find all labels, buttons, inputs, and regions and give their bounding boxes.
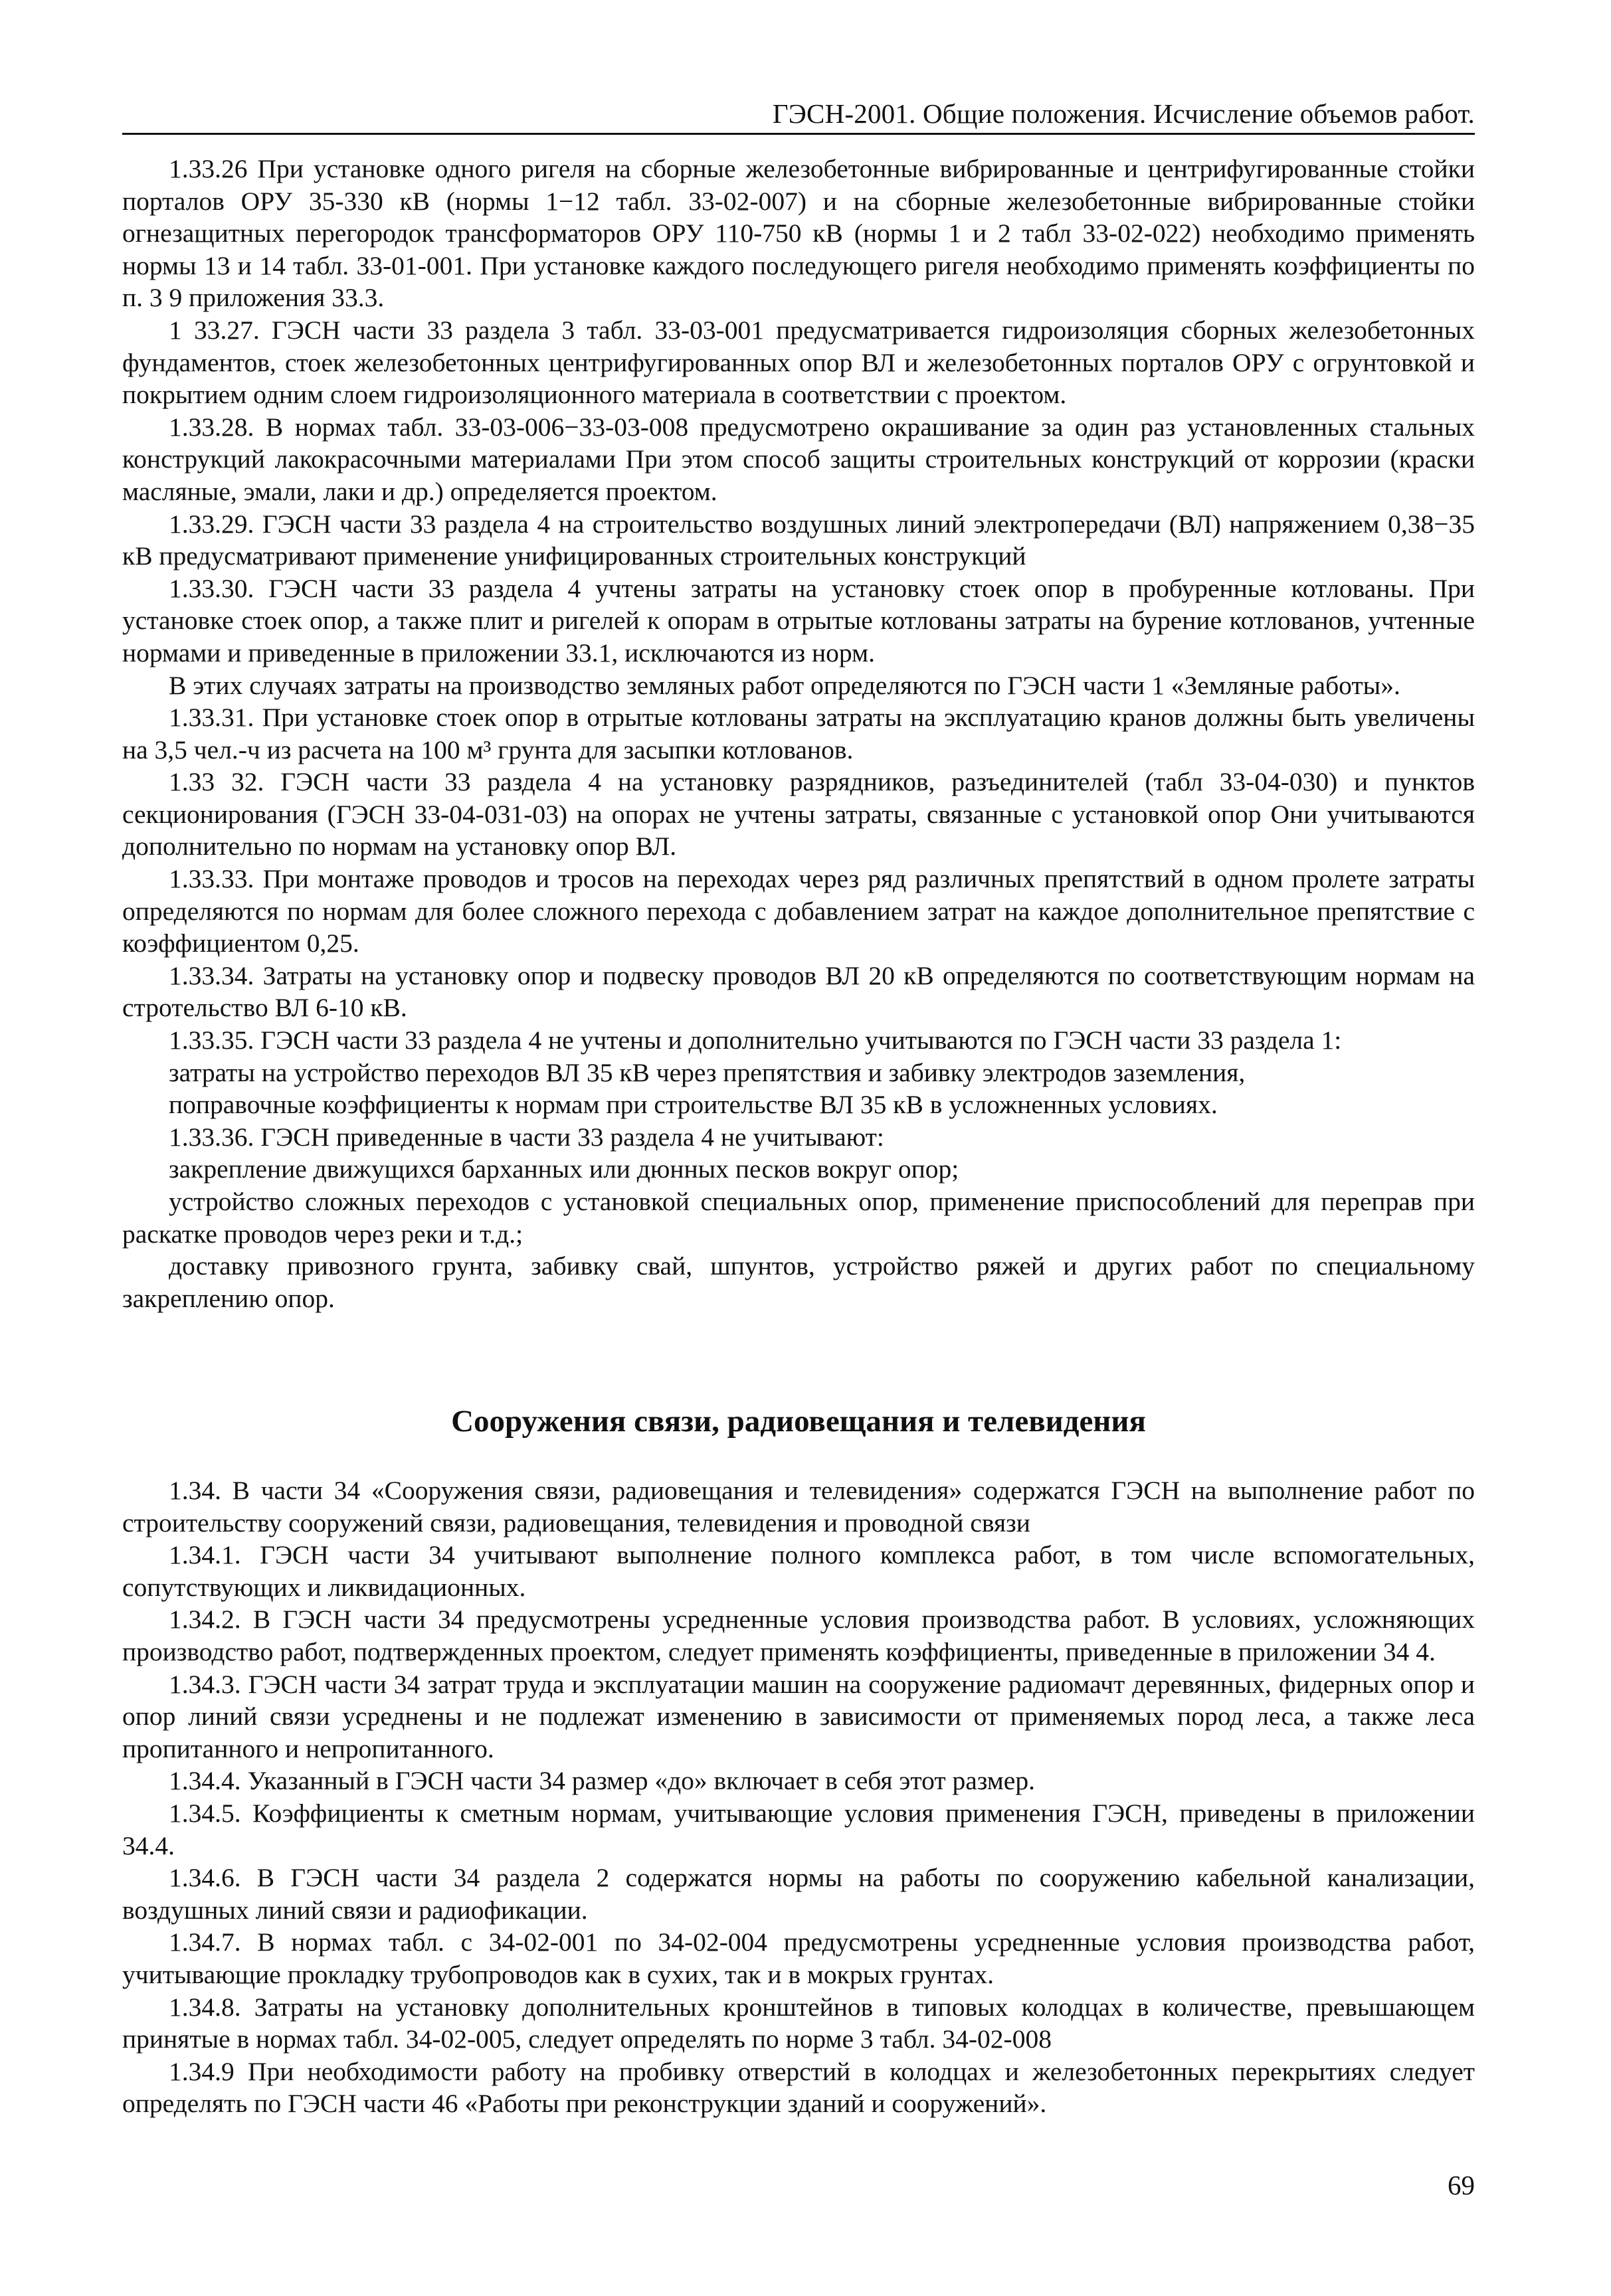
paragraph-1-34-2: 1.34.2. В ГЭСН части 34 предусмотрены усредненные условия производства работ. В условиях, усложняющих производство работ, подтвержденных проектом, следует применять коэффициенты, приведенные в приложении 34 4. <box>122 1605 1475 1666</box>
paragraph-1-33-26: 1.33.26 При установке одного ригеля на сборные железобетонные вибрированные и центрифугированные стойки порталов ОРУ 35-330 кВ (нормы 1−12 табл. 33-02-007) и на сборные железобетонные вибрированные стойки огнезащитных перегородок трансформаторов ОРУ 110-750 кВ (нормы 1 и 2 табл 33-02-022) необходимо применять нормы 13 и 14 табл. 33-01-001. При установке каждого последующего ригеля необходимо применять коэффициенты по п. 3 9 приложения 33.3. <box>122 154 1475 313</box>
paragraph-1-33-35: 1.33.35. ГЭСН части 33 раздела 4 не учтены и дополнительно учитываются по ГЭСН части 33 раздела 1: <box>169 1025 1342 1055</box>
list-item-sand-fixing: закрепление движущихся барханных или дюнных песков вокруг опор; <box>169 1154 959 1184</box>
paragraph-1-33-30: 1.33.30. ГЭСН части 33 раздела 4 учтены затраты на установку стоек опор в пробуренные котлованы. При установке стоек опор, а также плит и ригелей к опорам в отрытые котлованы затраты на бурение котлованов, учтенные нормами и приведенные в приложении 33.1, исключаются из норм. <box>122 573 1475 667</box>
paragraph-1-34-9: 1.34.9 При необходимости работу на пробивку отверстий в колодцах и железобетонных перекрытиях следует определять по ГЭСН части 46 «Работы при реконструкции зданий и сооружений». <box>122 2056 1475 2119</box>
paragraph-1-33-29: 1.33.29. ГЭСН части 33 раздела 4 на строительство воздушных линий электропередачи (ВЛ) напряжением 0,38−35 кВ предусматривают применение унифицированных строительных конструкций <box>122 509 1475 571</box>
list-item-soil-delivery: доставку привозного грунта, забивку свай, шпунтов, устройство ряжей и других работ по специальному закреплению опор. <box>122 1251 1475 1313</box>
paragraph-1-34-1: 1.34.1. ГЭСН части 34 учитывают выполнение полного комплекса работ, в том числе вспомогательных, сопутствующих и ликвидационных. <box>122 1540 1475 1602</box>
list-item-crossings-grounding: затраты на устройство переходов ВЛ 35 кВ через препятствия и забивку электродов заземления, <box>169 1057 1246 1087</box>
paragraph-1-34-5: 1.34.5. Коэффициенты к сметным нормам, учитывающие условия применения ГЭСН, приведены в приложении 34.4. <box>122 1798 1475 1860</box>
paragraph-earthworks-note: В этих случаях затраты на производство земляных работ определяются по ГЭСН части 1 «Земляные работы». <box>169 670 1400 700</box>
paragraph-1-33-32: 1.33 32. ГЭСН части 33 раздела 4 на установку разрядников, разъединителей (табл 33-04-030) и пунктов секционирования (ГЭСН 33-04-031-03) на опорах не учтены затраты, связанные с установкой опор Они учитываются дополнительно по нормам на установку опор ВЛ. <box>122 767 1475 861</box>
paragraph-1-34-7: 1.34.7. В нормах табл. с 34-02-001 по 34-02-004 предусмотрены усредненные условия производства работ, учитывающие прокладку трубопроводов как в сухих, так и в мокрых грунтах. <box>122 1927 1475 1989</box>
paragraph-1-34: 1.34. В части 34 «Сооружения связи, радиовещания и телевидения» содержатся ГЭСН на выполнение работ по строительству сооружений связи, радиовещания, телевидения и проводной связи <box>122 1476 1475 1538</box>
paragraph-1-33-31: 1.33.31. При установке стоек опор в отрытые котлованы затраты на эксплуатацию кранов должны быть увеличены на 3,5 чел.-ч из расчета на 100 м³ грунта для засыпки котлованов. <box>122 703 1475 764</box>
list-item-complex-crossings: устройство сложных переходов с установкой специальных опор, применение приспособлений для переправ при раскатке проводов через реки и т.д.; <box>122 1187 1475 1249</box>
paragraph-1-34-4: 1.34.4. Указанный в ГЭСН части 34 размер «до» включает в себя этот размер. <box>169 1766 1035 1796</box>
section-heading: Сооружения связи, радиовещания и телевидения <box>451 1404 1146 1439</box>
paragraph-1-33-33: 1.33.33. При монтаже проводов и тросов на переходах через ряд различных препятствий в одном пролете затраты определяются по нормам для более сложного перехода с добавлением затрат на каждое дополнительное препятствие с коэффициентом 0,25. <box>122 864 1475 958</box>
paragraph-1-33-28: 1.33.28. В нормах табл. 33-03-006−33-03-008 предусмотрено окрашивание за один раз установленных стальных конструкций лакокрасочными материалами При этом способ защиты строительных конструкций от коррозии (краски масляные, эмали, лаки и др.) определяется проектом. <box>122 412 1475 506</box>
section-34-text <box>122 1474 1475 2120</box>
paragraph-1-34-8: 1.34.8. Затраты на установку дополнительных кронштейнов в типовых колодцах в количестве, превышающем принятые в нормах табл. 34-02-005, следует определять по норме 3 табл. 34-02-008 <box>122 1992 1475 2054</box>
section-33-text <box>122 153 1475 1314</box>
paragraph-1-34-6: 1.34.6. В ГЭСН части 34 раздела 2 содержатся нормы на работы по сооружению кабельной канализации, воздушных линий связи и радиофикации. <box>122 1863 1475 1925</box>
paragraph-1-34-3: 1.34.3. ГЭСН части 34 затрат труда и эксплуатации машин на сооружение радиомачт деревянных, фидерных опор и опор линий связи усреднены и не подлежат изменению в зависимости от применяемых пород леса, а также леса пропитанного и непропитанного. <box>122 1669 1475 1763</box>
list-item-correction-coefficients: поправочные коэффициенты к нормам при строительстве ВЛ 35 кВ в усложненных условиях. <box>169 1090 1218 1120</box>
running-header: ГЭСН-2001. Общие положения. Исчисление объемов работ. <box>122 94 1475 135</box>
paragraph-1-33-36: 1.33.36. ГЭСН приведенные в части 33 раздела 4 не учитывают: <box>169 1122 884 1152</box>
paragraph-1-33-34: 1.33.34. Затраты на установку опор и подвеску проводов ВЛ 20 кВ определяются по соответствующим нормам на стротельство ВЛ 6-10 кВ. <box>122 960 1475 1023</box>
paragraph-1-33-27: 1 33.27. ГЭСН части 33 раздела 3 табл. 33-03-001 предусматривается гидроизоляция сборных железобетонных фундаментов, стоек железобетонных центрифугированных опор ВЛ и железобетонных порталов ОРУ с огрунтовкой и покрытием одним слоем гидроизоляционного материала в соответствии с проектом. <box>122 315 1475 410</box>
page-number: 69 <box>1448 2170 1475 2200</box>
